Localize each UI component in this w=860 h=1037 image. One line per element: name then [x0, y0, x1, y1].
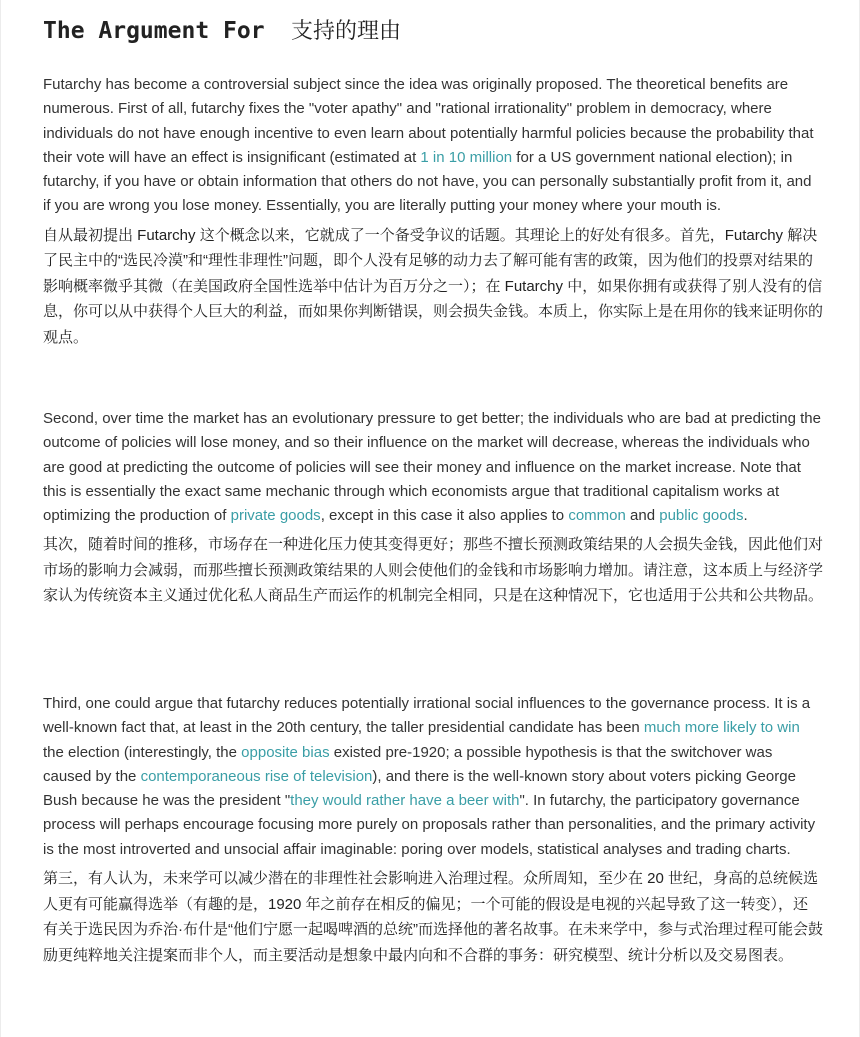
link-much-more-likely-to-win[interactable]: much more likely to win [643, 719, 800, 737]
paragraph-english [43, 692, 823, 862]
text-span: and [625, 507, 660, 525]
paragraph-chinese: 自从最初提出 Futarchy 这个概念以来，它就成了一个备受争议的话题。其理论上的好处有很多。首先，Futarchy 解决了民主中的“选民冷漠”和“理性非理性”问题，即个人没有足够的动力去了解可能有害的政策，因为他们的投票对结果的影响概率微乎其微（在美国政府全国性选举中估计为百万分之一）；在 Futarchy 中，如果你拥有或获得了别人没有的信息，你可以从中获得个人巨大的利益，而如果你判断错误，则会损失金钱。本质上，你实际上是在用你的钱来证明你的观点。 [43, 226, 824, 346]
link-opposite-bias[interactable]: opposite bias [241, 743, 330, 761]
link-beer-with[interactable]: they would rather have a beer with [290, 792, 520, 810]
text-span: . [743, 507, 748, 525]
section-heading [43, 14, 401, 45]
text-span: ". In futarchy, the participatory governance process will perhaps encourage focusing more purely on proposals rather than personalities, and the primary activity is the most introverted and unsocial affair imaginable: poring over models, statistical analyses and trading charts. [43, 792, 816, 858]
link-private-goods[interactable]: private goods [230, 507, 321, 525]
text-span: ), and there is the well-known story about voters picking George Bush because he was the president " [43, 767, 796, 810]
text-span: Third, one could argue that futarchy reduces potentially irrational social influences to the governance process. It is a well-known fact that, at least in the 20th century, the taller presidential candidate has been [43, 695, 811, 737]
link-rise-of-television[interactable]: contemporaneous rise of television [140, 767, 373, 785]
link-1-in-10-million[interactable]: 1 in 10 million [420, 148, 513, 166]
paragraph-english [43, 407, 823, 528]
paragraph-chinese: 第三，有人认为，未来学可以减少潜在的非理性社会影响进入治理过程。众所周知，至少在 20 世纪，身高的总统候选人更有可能赢得选举（有趣的是，1920 年之前存在相反的偏见；一个可能的假设是电视的兴起导致了这一转变），还有关于选民因为乔治·布什是“他们宁愿一起喝啤酒的总统”而选择他的著名故事。在未来学中，参与式治理过程可能会鼓励更纯粹地关注提案而非个人，而主要活动是想象中最内向和不合群的事务：研究模型、统计分析以及交易图表。 [43, 870, 823, 964]
text-span: for a US government national election); in futarchy, if you have or obtain information that others do not have, you can personally substantially profit from it, and if you are wrong you lose money. Essentially, you are literally putting your money where your mouth is. [43, 148, 812, 215]
paragraph-english [43, 73, 823, 219]
paragraph-chinese: 其次，随着时间的推移，市场存在一种进化压力使其变得更好；那些不擅长预测政策结果的人会损失金钱，因此他们对市场的影响力会减弱，而那些擅长预测政策结果的人则会使他们的金钱和市场影响力增加。请注意，这本质上与经济学家认为传统资本主义通过优化私人商品生产而运作的机制完全相同，只是在这种情况下，它也适用于公共和公共物品。 [43, 536, 824, 605]
paragraph-block-2 [43, 407, 823, 609]
text-span: Second, over time the market has an evolutionary pressure to get better; the individuals who are bad at predicting the outcome of policies will lose money, and so their influence on the market will decrease, whereas the individuals who are good at predicting the outcome of policies will see their money and influence on the market increase. Note that this is essentially the exact same mechanic through which economists argue that traditional capitalism works at optimizing the production of [43, 410, 821, 525]
text-span: the election (interestingly, the [43, 743, 242, 761]
text-span: Futarchy has become a controversial subject since the idea was originally proposed. The theoretical benefits are numerous. First of all, futarchy fixes the "voter apathy" and "rational irrationality" problem in democracy, where individuals do not have enough incentive to even learn about potentially harmful policies because the probability that their vote will have an effect is insignificant (estimated at [43, 76, 814, 166]
heading-chinese: 支持的理由 [291, 19, 402, 44]
link-public-goods[interactable]: public goods [659, 507, 744, 525]
text-span: existed pre-1920; a possible hypothesis is that the switchover was caused by the [43, 743, 773, 785]
text-span: , except in this case it also applies to [320, 507, 569, 525]
paragraph-block-3 [43, 692, 823, 968]
heading-english: The Argument For [43, 18, 265, 44]
link-common[interactable]: common [568, 507, 626, 525]
paragraph-block-1 [43, 73, 823, 350]
